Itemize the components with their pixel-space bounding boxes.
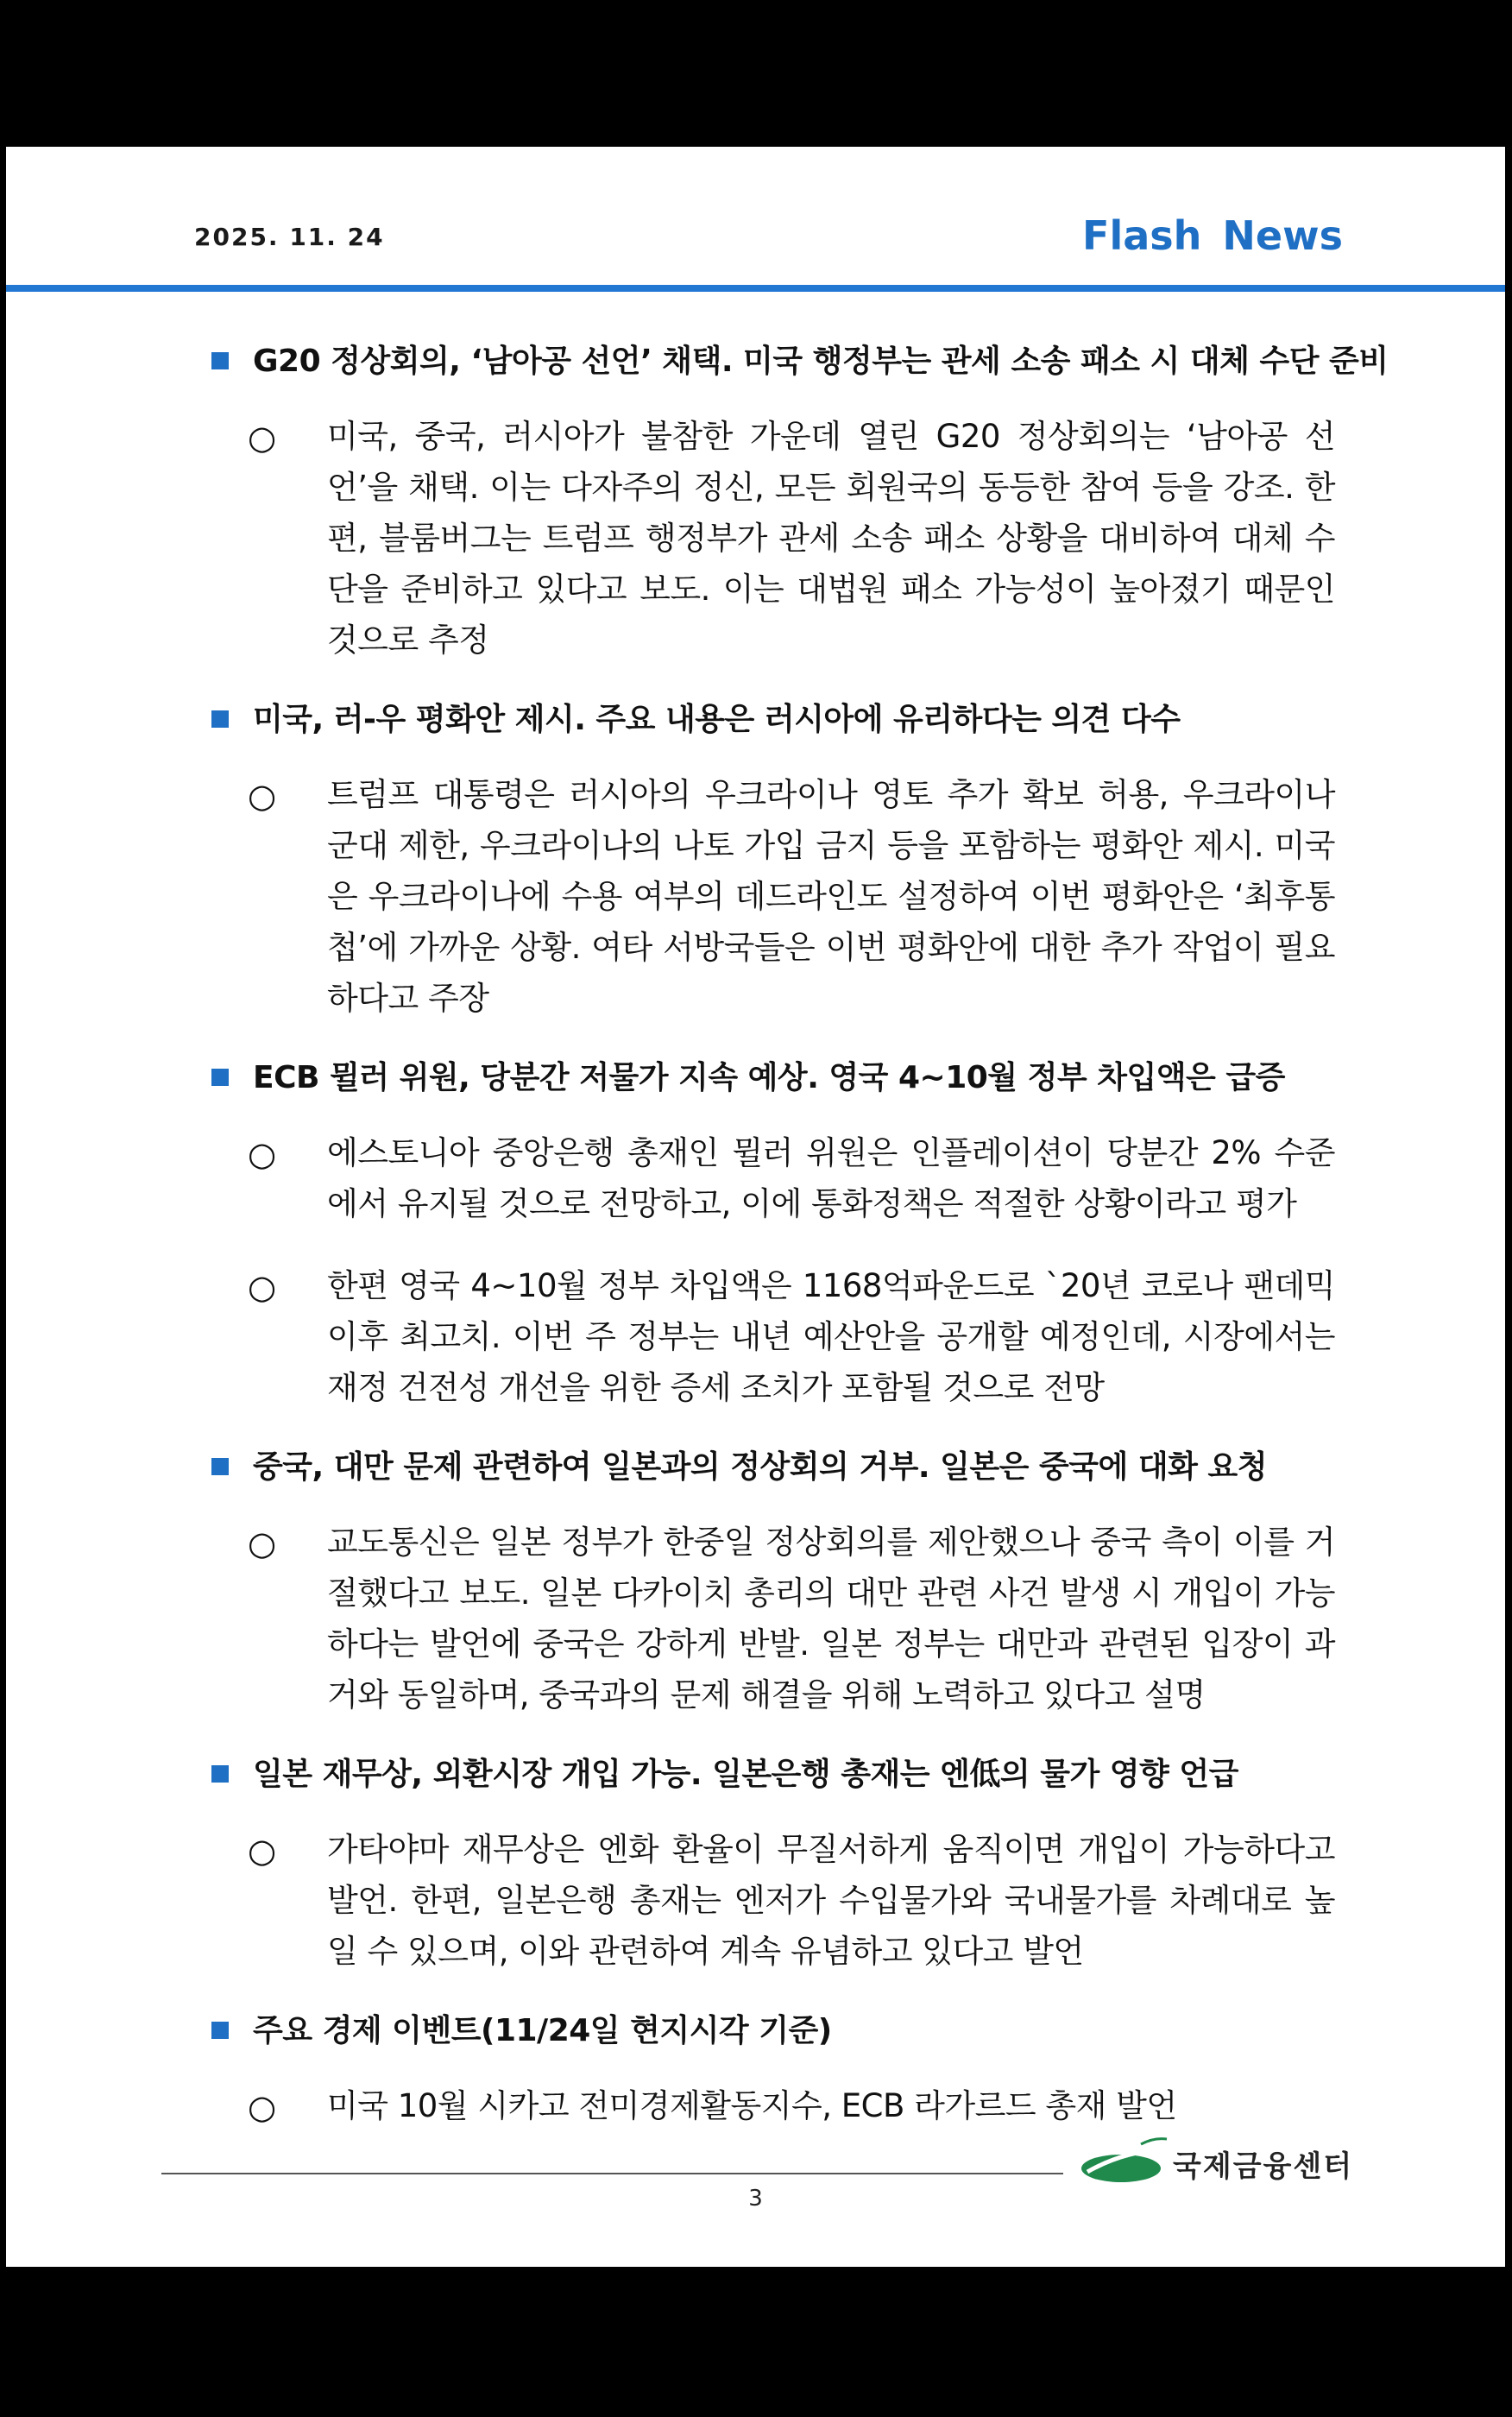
paragraph-text: 미국 10월 시카고 전미경제활동지수, ECB 라가르드 총재 발언 xyxy=(327,2087,1177,2124)
section-heading-text: 일본 재무상, 외환시장 개입 가능. 일본은행 총재는 엔低의 물가 영향 언급 xyxy=(253,1757,1238,1792)
square-bullet-icon xyxy=(211,1069,229,1086)
square-bullet-icon xyxy=(211,2022,229,2039)
section-heading-text: 주요 경제 이벤트(11/24일 현지시각 기준) xyxy=(253,2013,832,2048)
paragraph xyxy=(248,769,1335,1024)
paragraph-text: 교도통신은 일본 정부가 한중일 정상회의를 제안했으나 중국 측이 이를 거절했다고 보도. 일본 다카이치 총리의 대만 관련 사건 발생 시 개입이 가능하다는 발언에 중국은 강하게 반발. 일본 정부는 대만과 관련된 입장이 과거와 동일하며, 중국과의 문제 해결을 위해 노력하고 있다고 설명 xyxy=(327,1524,1335,1713)
paragraph-text: 트럼프 대통령은 러시아의 우크라이나 영토 추가 확보 허용, 우크라이나 군대 제한, 우크라이나의 나토 가입 금지 등을 포함하는 평화안 제시. 미국은 우크라이나에 수용 여부의 데드라인도 설정하여 이번 평화안은 ‘최후통첩’에 가까운 상황. 여타 서방국들은 이번 평화안에 대한 추가 작업이 필요하다고 주장 xyxy=(327,776,1335,1017)
report-date: 2025. 11. 24 xyxy=(194,223,385,251)
circle-bullet-icon: ○ xyxy=(248,419,276,457)
paragraph xyxy=(248,1127,1335,1229)
report-title: Flash News xyxy=(1082,212,1343,259)
circle-bullet-icon: ○ xyxy=(248,1524,276,1562)
paragraph xyxy=(248,1260,1335,1413)
paragraph-text: 미국, 중국, 러시아가 불참한 가운데 열린 G20 정상회의는 ‘남아공 선언’을 채택. 이는 다자주의 정신, 모든 회원국의 동등한 참여 등을 강조. 한편, 블룸버그는 트럼프 행정부가 관세 소송 패소 상황을 대비하여 대체 수단을 준비하고 있다고 보도. 이는 대법원 패소 가능성이 높아졌기 때문인 것으로 추정 xyxy=(327,418,1335,659)
circle-bullet-icon: ○ xyxy=(248,1135,276,1173)
org-name: 국제금융센터 xyxy=(1173,2149,1354,2184)
square-bullet-icon xyxy=(211,1458,229,1475)
content-body xyxy=(205,338,1389,2150)
footer-divider xyxy=(161,2173,1063,2174)
circle-bullet-icon: ○ xyxy=(248,1268,276,1306)
paragraph-text: 가타야마 재무상은 엔화 환율이 무질서하게 움직이면 개입이 가능하다고 발언. 한편, 일본은행 총재는 엔저가 수입물가와 국내물가를 차례대로 높일 수 있으며, 이와 관련하여 계속 유념하고 있다고 발언 xyxy=(327,1831,1335,1970)
section-heading xyxy=(205,2008,1335,2054)
square-bullet-icon xyxy=(211,352,229,369)
section-heading xyxy=(205,1055,1335,1101)
section-heading xyxy=(205,1444,1335,1491)
paragraph-text: 한편 영국 4~10월 정부 차입액은 1168억파운드로 `20년 코로나 팬데믹 이후 최고치. 이번 주 정부는 내년 예산안을 공개할 예정인데, 시장에서는 재정 건전성 개선을 위한 증세 조치가 포함될 것으로 전망 xyxy=(327,1267,1335,1406)
header-divider xyxy=(6,285,1505,292)
paragraph-text: 에스토니아 중앙은행 총재인 뮐러 위원은 인플레이션이 당분간 2% 수준에서 유지될 것으로 전망하고, 이에 통화정책은 적절한 상황이라고 평가 xyxy=(327,1134,1335,1222)
circle-bullet-icon: ○ xyxy=(248,777,276,815)
circle-bullet-icon: ○ xyxy=(248,2088,276,2126)
square-bullet-icon xyxy=(211,710,229,728)
section-heading-text: G20 정상회의, ‘남아공 선언’ 채택. 미국 행정부는 관세 소송 패소 시 대체 수단 준비 xyxy=(253,344,1389,379)
paragraph xyxy=(248,1517,1335,1720)
section-heading xyxy=(205,338,1389,385)
section-heading-text: 중국, 대만 문제 관련하여 일본과의 정상회의 거부. 일본은 중국에 대화 요청 xyxy=(253,1449,1267,1485)
section-heading xyxy=(205,1751,1335,1798)
paragraph xyxy=(248,411,1335,666)
logo-arc xyxy=(1141,2139,1167,2144)
circle-bullet-icon: ○ xyxy=(248,1832,276,1870)
section-heading-text: ECB 뮐러 위원, 당분간 저물가 지속 예상. 영국 4~10월 정부 차입액은 급증 xyxy=(253,1060,1285,1095)
page-number: 3 xyxy=(748,2186,763,2212)
paragraph xyxy=(248,1824,1335,1977)
document-page xyxy=(6,147,1505,2267)
section-heading xyxy=(205,697,1335,743)
section-heading-text: 미국, 러-우 평화안 제시. 주요 내용은 러시아에 유리하다는 의견 다수 xyxy=(253,702,1181,737)
square-bullet-icon xyxy=(211,1765,229,1783)
paragraph xyxy=(248,2080,1335,2131)
